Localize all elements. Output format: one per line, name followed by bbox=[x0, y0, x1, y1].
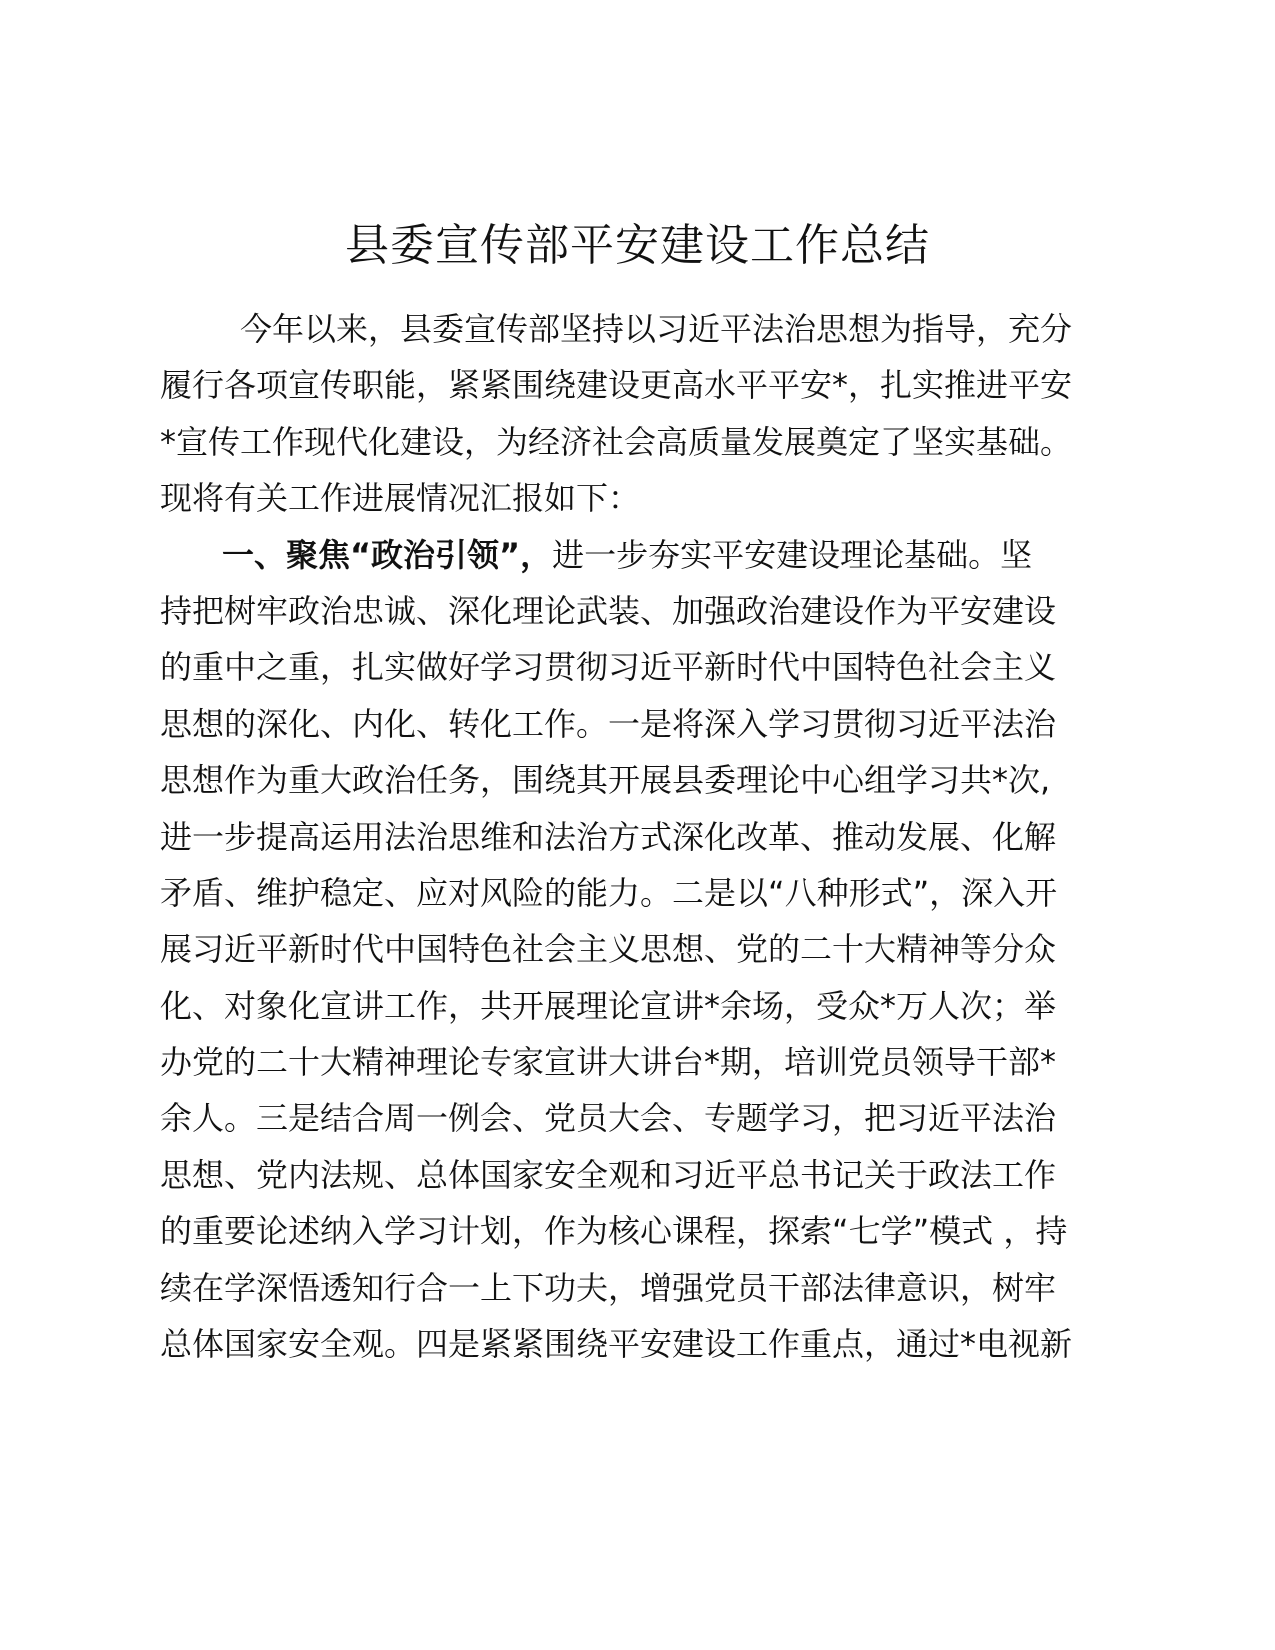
section-1-line: 化、对象化宣讲工作，共开展理论宣讲*余场，受众*万人次；举 bbox=[160, 986, 1057, 1025]
section-1-line: 思想、党内法规、总体国家安全观和习近平总书记关于政法工作 bbox=[160, 1155, 1057, 1194]
section-1-line: 进一步提高运用法治思维和法治方式深化改革、推动发展、化解 bbox=[160, 817, 1057, 856]
document-title: 县委宣传部平安建设工作总结 bbox=[345, 220, 930, 271]
section-1-heading: 一、聚焦“政治引领”， bbox=[222, 535, 553, 574]
paragraph-1-line: 今年以来，县委宣传部坚持以习近平法治思想为指导，充分 bbox=[240, 310, 1073, 348]
section-1-line: 总体国家安全观。四是紧紧围绕平安建设工作重点，通过*电视新 bbox=[160, 1325, 1073, 1364]
section-1-line: 持把树牢政治忠诚、深化理论武装、加强政治建设作为平安建设 bbox=[160, 591, 1057, 630]
section-1-line: 思想作为重大政治任务，围绕其开展县委理论中心组学习共*次, bbox=[160, 761, 1051, 800]
section-1-line: 思想的深化、内化、转化工作。一是将深入学习贯彻习近平法治 bbox=[160, 704, 1057, 743]
section-1-line: 的重中之重，扎实做好学习贯彻习近平新时代中国特色社会主义 bbox=[160, 648, 1057, 687]
paragraph-1-line: 履行各项宣传职能，紧紧围绕建设更高水平平安*，扎实推进平安 bbox=[160, 366, 1073, 405]
section-1-line: 展习近平新时代中国特色社会主义思想、党的二十大精神等分众 bbox=[160, 930, 1057, 969]
paragraph-1-line: 现将有关工作进展情况汇报如下： bbox=[160, 479, 641, 518]
section-1-line: 办党的二十大精神理论专家宣讲大讲台*期，培训党员领导干部* bbox=[160, 1043, 1057, 1082]
section-1-line: 的重要论述纳入学习计划，作为核心课程，探索“七学”模式 ，持 bbox=[160, 1212, 1068, 1251]
section-1-heading-rest: 进一步夯实平安建设理论基础。坚 bbox=[552, 535, 1033, 574]
document-body bbox=[160, 301, 1080, 1372]
section-1-line: 余人。三是结合周一例会、党员大会、专题学习，把习近平法治 bbox=[160, 1099, 1057, 1138]
paragraph-1-line: *宣传工作现代化建设，为经济社会高质量发展奠定了坚实基础。 bbox=[160, 422, 1073, 461]
section-1-line: 矛盾、维护稳定、应对风险的能力。二是以“八种形式”，深入开 bbox=[160, 873, 1058, 912]
section-1-first-line bbox=[160, 527, 1080, 583]
section-1-line: 续在学深悟透知行合一上下功夫，增强党员干部法律意识，树牢 bbox=[160, 1268, 1057, 1307]
